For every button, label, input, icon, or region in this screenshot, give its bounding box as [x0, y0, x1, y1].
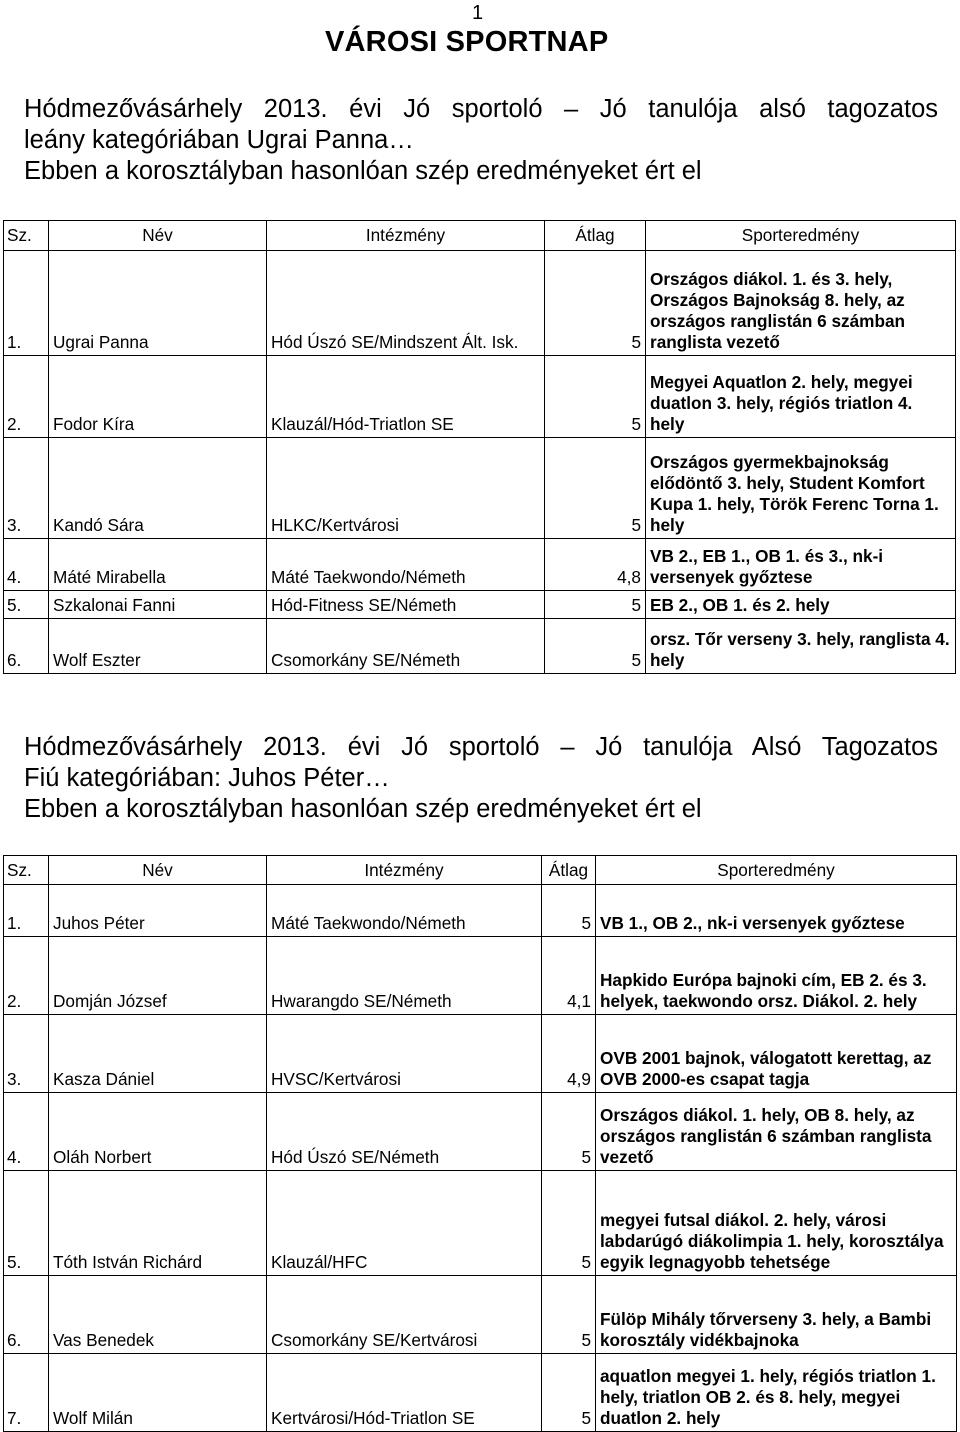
row-institution: Hód-Fitness SE/Németh — [267, 591, 545, 619]
row-average: 5 — [545, 251, 646, 356]
row-num: 6. — [4, 1276, 49, 1354]
row-result: Országos gyermekbajnokság elődöntő 3. hely, Student Komfort Kupa 1. hely, Török Ferenc Torna 1. hely — [646, 438, 956, 539]
table-row — [4, 619, 956, 674]
table-row — [4, 591, 956, 619]
row-institution: Hwarangdo SE/Németh — [267, 937, 542, 1015]
row-num: 5. — [4, 591, 49, 619]
header-average: Átlag — [542, 856, 596, 885]
row-name: Kandó Sára — [49, 438, 267, 539]
row-num: 7. — [4, 1354, 49, 1432]
table-row — [4, 1354, 957, 1432]
table-row — [4, 539, 956, 591]
table-row — [4, 885, 957, 937]
row-institution: Hód Úszó SE/Németh — [267, 1093, 542, 1171]
table-row — [4, 1015, 957, 1093]
row-num: 3. — [4, 1015, 49, 1093]
row-institution: HVSC/Kertvárosi — [267, 1015, 542, 1093]
row-name: Wolf Eszter — [49, 619, 267, 674]
header-result: Sporteredmény — [596, 856, 957, 885]
row-name: Domján József — [49, 937, 267, 1015]
results-table-girls — [3, 220, 956, 674]
row-num: 1. — [4, 885, 49, 937]
header-name: Név — [49, 221, 267, 251]
header-result: Sporteredmény — [646, 221, 956, 251]
row-average: 5 — [542, 1354, 596, 1432]
header-num: Sz. — [4, 221, 49, 251]
header-institution: Intézmény — [267, 856, 542, 885]
table-row — [4, 251, 956, 356]
table-row — [4, 1276, 957, 1354]
row-num: 1. — [4, 251, 49, 356]
page-number: 1 — [472, 2, 484, 24]
row-name: Fodor Kíra — [49, 356, 267, 438]
row-result: Fülöp Mihály tőrverseny 3. hely, a Bambi korosztály vidékbajnoka — [596, 1276, 957, 1354]
row-result: VB 2., EB 1., OB 1. és 3., nk-i versenyek győztese — [646, 539, 956, 591]
row-result: Megyei Aquatlon 2. hely, megyei duatlon 3. hely, régiós triatlon 4. hely — [646, 356, 956, 438]
row-result: OVB 2001 bajnok, válogatott kerettag, az OVB 2000-es csapat tagja — [596, 1015, 957, 1093]
table-header-row — [4, 221, 956, 251]
row-num: 3. — [4, 438, 49, 539]
row-average: 5 — [542, 1093, 596, 1171]
row-institution: Máté Taekwondo/Németh — [267, 885, 542, 937]
row-result: Országos diákol. 1. és 3. hely, Országos Bajnokság 8. hely, az országos ranglistán 6 számban ranglista vezető — [646, 251, 956, 356]
row-average: 5 — [542, 1276, 596, 1354]
header-institution: Intézmény — [267, 221, 545, 251]
row-num: 2. — [4, 937, 49, 1015]
header-name: Név — [49, 856, 267, 885]
row-average: 4,9 — [542, 1015, 596, 1093]
row-institution: Klauzál/Hód-Triatlon SE — [267, 356, 545, 438]
row-average: 5 — [545, 591, 646, 619]
intro-line: Ebben a korosztályban hasonlóan szép eredményeket ért el — [24, 157, 702, 185]
row-result: Hapkido Európa bajnoki cím, EB 2. és 3. helyek, taekwondo orsz. Diákol. 2. hely — [596, 937, 957, 1015]
row-name: Tóth István Richárd — [49, 1171, 267, 1276]
row-average: 4,8 — [545, 539, 646, 591]
table-row — [4, 356, 956, 438]
row-institution: Máté Taekwondo/Németh — [267, 539, 545, 591]
table-row — [4, 937, 957, 1015]
row-num: 6. — [4, 619, 49, 674]
intro-line: leány kategóriában Ugrai Panna… — [24, 126, 414, 154]
intro-line: Ebben a korosztályban hasonlóan szép eredményeket ért el — [24, 795, 702, 823]
table-row — [4, 438, 956, 539]
row-institution: Csomorkány SE/Németh — [267, 619, 545, 674]
row-average: 5 — [545, 438, 646, 539]
row-result: orsz. Tőr verseny 3. hely, ranglista 4. hely — [646, 619, 956, 674]
row-result: VB 1., OB 2., nk-i versenyek győztese — [596, 885, 957, 937]
row-average: 5 — [542, 885, 596, 937]
row-num: 2. — [4, 356, 49, 438]
intro-line: Hódmezővásárhely 2013. évi Jó sportoló – Jó tanulója Alsó Tagozatos — [24, 733, 938, 761]
row-institution: HLKC/Kertvárosi — [267, 438, 545, 539]
row-name: Wolf Milán — [49, 1354, 267, 1432]
section2-intro — [24, 732, 938, 825]
row-institution: Csomorkány SE/Kertvárosi — [267, 1276, 542, 1354]
table-row — [4, 1093, 957, 1171]
row-average: 5 — [545, 619, 646, 674]
row-result: Országos diákol. 1. hely, OB 8. hely, az országos ranglistán 6 számban ranglista vezető — [596, 1093, 957, 1171]
row-name: Oláh Norbert — [49, 1093, 267, 1171]
row-num: 4. — [4, 539, 49, 591]
intro-line: Hódmezővásárhely 2013. évi Jó sportoló – Jó tanulója alsó tagozatos — [24, 95, 938, 123]
row-result: megyei futsal diákol. 2. hely, városi labdarúgó diákolimpia 1. hely, korosztálya egyik legnagyobb tehetsége — [596, 1171, 957, 1276]
row-institution: Hód Úszó SE/Mindszent Ált. Isk. — [267, 251, 545, 356]
row-name: Ugrai Panna — [49, 251, 267, 356]
intro-line: Fiú kategóriában: Juhos Péter… — [24, 764, 390, 792]
row-result: aquatlon megyei 1. hely, régiós triatlon 1. hely, triatlon OB 2. és 8. hely, megyei duatlon 2. hely — [596, 1354, 957, 1432]
row-num: 5. — [4, 1171, 49, 1276]
row-average: 4,1 — [542, 937, 596, 1015]
header-num: Sz. — [4, 856, 49, 885]
results-table-boys — [3, 855, 957, 1432]
row-num: 4. — [4, 1093, 49, 1171]
table-header-row — [4, 856, 957, 885]
page-title: VÁROSI SPORTNAP — [325, 26, 609, 58]
row-institution: Klauzál/HFC — [267, 1171, 542, 1276]
section1-intro — [24, 94, 938, 187]
row-average: 5 — [545, 356, 646, 438]
row-average: 5 — [542, 1171, 596, 1276]
row-name: Kasza Dániel — [49, 1015, 267, 1093]
row-result: EB 2., OB 1. és 2. hely — [646, 591, 956, 619]
table-row — [4, 1171, 957, 1276]
row-name: Juhos Péter — [49, 885, 267, 937]
row-name: Szkalonai Fanni — [49, 591, 267, 619]
row-name: Vas Benedek — [49, 1276, 267, 1354]
row-institution: Kertvárosi/Hód-Triatlon SE — [267, 1354, 542, 1432]
row-name: Máté Mirabella — [49, 539, 267, 591]
header-average: Átlag — [545, 221, 646, 251]
